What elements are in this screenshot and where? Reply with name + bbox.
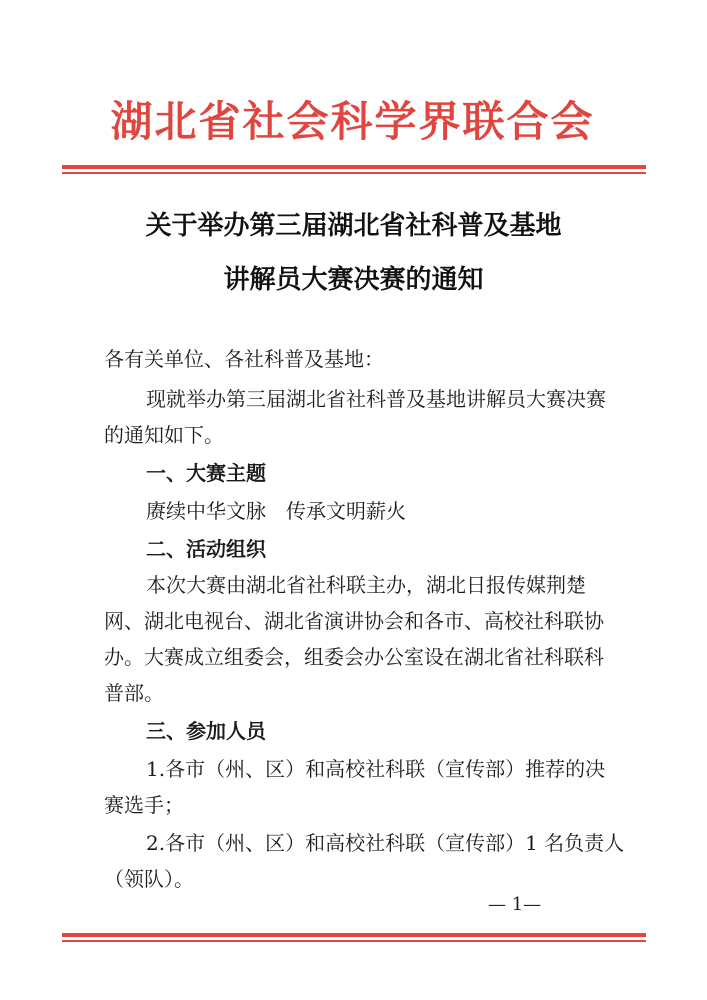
section-3-item-1-line-1: 1.各市（州、区）和高校社科联（宣传部）推荐的决	[146, 757, 606, 781]
intro-line-1: 现就举办第三届湖北省社科普及基地讲解员大赛决赛	[146, 387, 606, 411]
section-3-item-2-line-1: 2.各市（州、区）和高校社科联（宣传部）1 名负责人	[146, 831, 625, 855]
salutation: 各有关单位、各社科普及基地：	[104, 347, 384, 371]
section-2-line-4: 普部。	[104, 681, 164, 705]
section-2-line-1: 本次大赛由湖北省社科联主办，湖北日报传媒荆楚	[146, 573, 586, 597]
section-3-item-2-line-2: （领队）。	[104, 867, 194, 891]
section-1-heading: 一、大赛主题	[146, 461, 266, 485]
header-red-rule-thin	[62, 172, 646, 174]
section-2-heading: 二、活动组织	[146, 537, 266, 561]
section-1-text: 赓续中华文脉 传承文明薪火	[146, 499, 406, 523]
notice-title-line-2: 讲解员大赛决赛的通知	[223, 265, 484, 295]
footer-red-rule-thin	[62, 940, 646, 942]
section-3-heading: 三、参加人员	[146, 719, 266, 743]
section-3-item-1-line-2: 赛选手；	[104, 793, 184, 817]
intro-line-2: 的通知如下。	[104, 423, 224, 447]
letterhead-title: 湖北省社会科学界联合会	[110, 97, 595, 146]
footer-red-rule-thick	[62, 933, 646, 937]
notice-title-line-1: 关于举办第三届湖北省社科普及基地	[145, 211, 562, 241]
section-2-line-3: 办。大赛成立组委会，组委会办公室设在湖北省社科联科	[104, 645, 604, 669]
page-number: — 1—	[488, 894, 542, 915]
header-red-rule-thick	[62, 165, 646, 169]
section-2-line-2: 网、湖北电视台、湖北省演讲协会和各市、高校社科联协	[104, 609, 604, 633]
